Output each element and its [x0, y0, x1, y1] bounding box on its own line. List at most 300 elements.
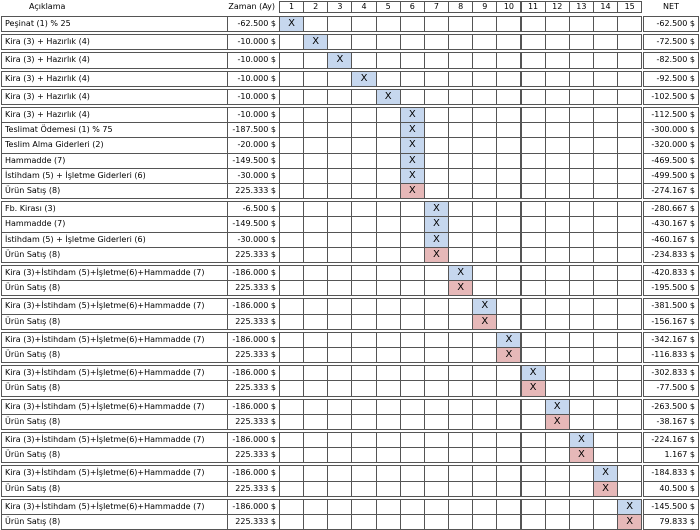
month-cell [593, 71, 618, 87]
month-cell [400, 314, 425, 330]
month-cell [376, 298, 401, 314]
month-cell [279, 265, 304, 281]
month-cell [351, 34, 376, 50]
month-cell [545, 298, 570, 314]
month-cell [303, 89, 328, 105]
month-cell [351, 16, 376, 32]
month-cell [521, 71, 546, 87]
month-cell [351, 168, 376, 184]
row-description: Ürün Satış (8) [1, 380, 228, 396]
month-cell [400, 298, 425, 314]
header-month-9: 9 [472, 1, 497, 13]
month-cell [303, 399, 328, 415]
row-amount: 225.333 $ [227, 414, 280, 430]
month-cell [448, 314, 473, 330]
month-cell [593, 34, 618, 50]
month-cell [351, 122, 376, 138]
month-cell [327, 107, 352, 123]
month-cell [569, 52, 594, 68]
month-cell [569, 314, 594, 330]
month-cell [279, 447, 304, 463]
month-cell [472, 71, 497, 87]
month-cell [545, 265, 570, 281]
month-cell [545, 52, 570, 68]
month-cell [496, 447, 521, 463]
month-cell [448, 107, 473, 123]
month-cell [303, 137, 328, 153]
month-cell [303, 499, 328, 515]
month-cell [279, 465, 304, 481]
month-cell [593, 168, 618, 184]
row-amount: -10.000 $ [227, 34, 280, 50]
month-cell [496, 314, 521, 330]
month-cell [400, 414, 425, 430]
month-cell [569, 201, 594, 217]
month-cell [424, 34, 449, 50]
month-cell [279, 298, 304, 314]
month-cell [376, 514, 401, 530]
month-cell [351, 216, 376, 232]
month-cell [521, 183, 546, 199]
month-cell [496, 52, 521, 68]
month-cell [617, 314, 642, 330]
month-cell [424, 447, 449, 463]
month-cell [303, 514, 328, 530]
month-cell [569, 347, 594, 363]
month-cell [545, 280, 570, 296]
month-cell [376, 481, 401, 497]
month-cell [496, 265, 521, 281]
month-cell [521, 465, 546, 481]
month-cell [400, 247, 425, 263]
month-cell [472, 465, 497, 481]
month-cell [521, 52, 546, 68]
month-cell [303, 347, 328, 363]
month-cell [448, 137, 473, 153]
month-cell [569, 16, 594, 32]
month-cell [279, 247, 304, 263]
month-cell [617, 107, 642, 123]
month-cell [448, 201, 473, 217]
month-cell [351, 107, 376, 123]
month-cell [545, 314, 570, 330]
month-cell [424, 347, 449, 363]
month-cell [351, 465, 376, 481]
header-net: NET [643, 1, 699, 13]
month-cell [593, 365, 618, 381]
row-amount: -186.000 $ [227, 399, 280, 415]
row-net: 40.500 $ [643, 481, 699, 497]
month-cell [400, 332, 425, 348]
month-cell [521, 414, 546, 430]
row-amount: 225.333 $ [227, 447, 280, 463]
month-cell [351, 365, 376, 381]
month-cell [472, 432, 497, 448]
month-cell [472, 232, 497, 248]
month-mark: X [472, 298, 497, 314]
month-mark: X [424, 247, 449, 263]
month-cell [617, 89, 642, 105]
month-mark: X [424, 216, 449, 232]
month-cell [569, 107, 594, 123]
month-cell [545, 232, 570, 248]
month-cell [400, 16, 425, 32]
month-cell [496, 216, 521, 232]
month-cell [351, 201, 376, 217]
month-cell [521, 298, 546, 314]
month-cell [569, 380, 594, 396]
row-amount: -10.000 $ [227, 89, 280, 105]
row-net: -274.167 $ [643, 183, 699, 199]
month-cell [496, 380, 521, 396]
month-cell [279, 347, 304, 363]
month-cell [327, 432, 352, 448]
month-cell [376, 365, 401, 381]
month-mark: X [424, 232, 449, 248]
month-cell [545, 201, 570, 217]
month-cell [569, 153, 594, 169]
header-month-6: 6 [400, 1, 425, 13]
month-cell [351, 414, 376, 430]
month-cell [472, 247, 497, 263]
month-cell [617, 365, 642, 381]
month-cell [400, 399, 425, 415]
month-cell [351, 52, 376, 68]
month-mark: X [448, 265, 473, 281]
row-net: -342.167 $ [643, 332, 699, 348]
month-cell [400, 481, 425, 497]
month-cell [521, 232, 546, 248]
month-cell [545, 514, 570, 530]
month-cell [327, 247, 352, 263]
month-cell [327, 481, 352, 497]
month-cell [376, 216, 401, 232]
month-cell [279, 52, 304, 68]
row-net: -224.167 $ [643, 432, 699, 448]
month-cell [376, 137, 401, 153]
month-cell [593, 247, 618, 263]
month-cell [303, 16, 328, 32]
month-cell [496, 16, 521, 32]
month-cell [521, 499, 546, 515]
month-cell [327, 153, 352, 169]
month-cell [303, 465, 328, 481]
month-cell [279, 137, 304, 153]
month-cell [545, 71, 570, 87]
month-mark: X [545, 399, 570, 415]
month-cell [448, 365, 473, 381]
month-cell [279, 34, 304, 50]
row-amount: -149.500 $ [227, 216, 280, 232]
month-cell [545, 168, 570, 184]
month-cell [617, 447, 642, 463]
row-amount: 225.333 $ [227, 247, 280, 263]
month-cell [279, 514, 304, 530]
month-cell [376, 380, 401, 396]
month-cell [569, 265, 594, 281]
row-description: Ürün Satış (8) [1, 447, 228, 463]
month-cell [593, 280, 618, 296]
month-cell [448, 380, 473, 396]
month-mark: X [496, 347, 521, 363]
month-cell [351, 432, 376, 448]
header-time: Zaman (Ay) [187, 1, 279, 13]
header-month-13: 13 [569, 1, 594, 13]
row-amount: -10.000 $ [227, 52, 280, 68]
month-cell [327, 465, 352, 481]
month-cell [496, 122, 521, 138]
month-cell [303, 168, 328, 184]
month-cell [376, 232, 401, 248]
month-cell [593, 314, 618, 330]
month-cell [327, 16, 352, 32]
month-cell [617, 216, 642, 232]
header-month-15: 15 [617, 1, 642, 13]
month-cell [448, 247, 473, 263]
month-cell [303, 122, 328, 138]
month-cell [424, 71, 449, 87]
month-cell [545, 183, 570, 199]
month-cell [448, 168, 473, 184]
month-cell [521, 201, 546, 217]
row-amount: 225.333 $ [227, 314, 280, 330]
month-cell [327, 34, 352, 50]
month-cell [472, 280, 497, 296]
month-cell [376, 499, 401, 515]
row-amount: 225.333 $ [227, 347, 280, 363]
month-cell [617, 432, 642, 448]
month-cell [424, 380, 449, 396]
month-cell [617, 265, 642, 281]
month-cell [303, 232, 328, 248]
month-cell [496, 399, 521, 415]
month-cell [569, 122, 594, 138]
month-mark: X [448, 280, 473, 296]
month-cell [376, 16, 401, 32]
row-amount: 225.333 $ [227, 481, 280, 497]
month-cell [351, 314, 376, 330]
month-cell [617, 399, 642, 415]
month-cell [279, 481, 304, 497]
month-cell [327, 137, 352, 153]
month-cell [569, 71, 594, 87]
month-cell [472, 447, 497, 463]
row-description: Kira (3)+İstihdam (5)+İşletme(6)+Hammadde (7) [1, 365, 228, 381]
month-cell [593, 16, 618, 32]
row-amount: -20.000 $ [227, 137, 280, 153]
month-cell [351, 183, 376, 199]
month-cell [279, 414, 304, 430]
month-cell [545, 347, 570, 363]
month-cell [593, 137, 618, 153]
month-cell [545, 465, 570, 481]
month-cell [496, 137, 521, 153]
month-cell [569, 481, 594, 497]
row-amount: -186.000 $ [227, 265, 280, 281]
month-cell [617, 298, 642, 314]
month-cell [376, 432, 401, 448]
month-cell [448, 52, 473, 68]
month-cell [279, 380, 304, 396]
row-net: -112.500 $ [643, 107, 699, 123]
month-cell [472, 153, 497, 169]
month-cell [496, 465, 521, 481]
month-cell [327, 183, 352, 199]
month-cell [351, 137, 376, 153]
month-cell [376, 447, 401, 463]
month-cell [279, 280, 304, 296]
row-description: Ürün Satış (8) [1, 481, 228, 497]
month-cell [400, 432, 425, 448]
month-cell [472, 137, 497, 153]
row-description: Kira (3)+İstihdam (5)+İşletme(6)+Hammadde (7) [1, 499, 228, 515]
row-net: -77.500 $ [643, 380, 699, 396]
month-cell [424, 365, 449, 381]
month-cell [472, 16, 497, 32]
row-net: -469.500 $ [643, 153, 699, 169]
row-description: Kira (3)+İstihdam (5)+İşletme(6)+Hammadde (7) [1, 432, 228, 448]
month-cell [279, 399, 304, 415]
month-cell [327, 347, 352, 363]
month-cell [327, 298, 352, 314]
month-cell [279, 216, 304, 232]
month-mark: X [376, 89, 401, 105]
month-cell [376, 414, 401, 430]
month-cell [569, 89, 594, 105]
month-cell [521, 265, 546, 281]
month-cell [545, 247, 570, 263]
month-cell [593, 122, 618, 138]
row-description: Ürün Satış (8) [1, 247, 228, 263]
month-cell [303, 414, 328, 430]
month-cell [424, 314, 449, 330]
row-amount: -186.000 $ [227, 432, 280, 448]
month-cell [279, 168, 304, 184]
month-cell [279, 107, 304, 123]
month-cell [593, 499, 618, 515]
month-cell [448, 414, 473, 430]
row-description: Ürün Satış (8) [1, 183, 228, 199]
month-cell [400, 280, 425, 296]
month-cell [327, 122, 352, 138]
month-cell [617, 414, 642, 430]
month-cell [617, 280, 642, 296]
month-cell [472, 122, 497, 138]
month-cell [545, 380, 570, 396]
row-amount: -10.000 $ [227, 71, 280, 87]
month-cell [521, 280, 546, 296]
row-description: İstihdam (5) + İşletme Giderleri (6) [1, 232, 228, 248]
month-cell [327, 89, 352, 105]
month-cell [569, 499, 594, 515]
month-mark: X [521, 365, 546, 381]
month-cell [424, 52, 449, 68]
row-amount: -30.000 $ [227, 232, 280, 248]
month-cell [327, 280, 352, 296]
month-cell [376, 347, 401, 363]
month-cell [472, 34, 497, 50]
month-cell [569, 465, 594, 481]
header-month-14: 14 [593, 1, 618, 13]
row-description: Peşinat (1) % 25 [1, 16, 228, 32]
row-net: -499.500 $ [643, 168, 699, 184]
month-cell [327, 71, 352, 87]
row-net: -302.833 $ [643, 365, 699, 381]
month-cell [376, 168, 401, 184]
row-description: Kira (3) + Hazırlık (4) [1, 89, 228, 105]
month-cell [400, 380, 425, 396]
month-cell [593, 380, 618, 396]
month-cell [303, 247, 328, 263]
month-mark: X [569, 447, 594, 463]
month-cell [424, 16, 449, 32]
month-cell [569, 365, 594, 381]
month-cell [400, 216, 425, 232]
month-cell [593, 183, 618, 199]
month-cell [521, 347, 546, 363]
header-month-5: 5 [376, 1, 401, 13]
month-cell [496, 298, 521, 314]
month-cell [593, 298, 618, 314]
month-cell [569, 183, 594, 199]
row-amount: -186.000 $ [227, 298, 280, 314]
month-mark: X [617, 514, 642, 530]
month-cell [351, 247, 376, 263]
month-cell [327, 447, 352, 463]
header-month-11: 11 [521, 1, 546, 13]
month-cell [593, 201, 618, 217]
month-cell [472, 216, 497, 232]
month-cell [521, 122, 546, 138]
row-amount: -187.500 $ [227, 122, 280, 138]
month-cell [569, 34, 594, 50]
month-cell [472, 183, 497, 199]
month-mark: X [400, 153, 425, 169]
month-cell [303, 201, 328, 217]
month-cell [617, 380, 642, 396]
row-net: -381.500 $ [643, 298, 699, 314]
header-month-7: 7 [424, 1, 449, 13]
month-cell [521, 216, 546, 232]
month-cell [472, 399, 497, 415]
month-cell [617, 465, 642, 481]
month-cell [472, 265, 497, 281]
row-description: Kira (3)+İstihdam (5)+İşletme(6)+Hammadde (7) [1, 265, 228, 281]
month-mark: X [593, 465, 618, 481]
month-cell [617, 153, 642, 169]
month-cell [617, 332, 642, 348]
month-cell [351, 499, 376, 515]
month-cell [376, 153, 401, 169]
row-description: Kira (3) + Hazırlık (4) [1, 71, 228, 87]
month-cell [593, 414, 618, 430]
row-net: -156.167 $ [643, 314, 699, 330]
month-cell [303, 432, 328, 448]
row-amount: -186.000 $ [227, 499, 280, 515]
month-cell [521, 89, 546, 105]
month-mark: X [400, 122, 425, 138]
month-cell [545, 216, 570, 232]
month-cell [424, 332, 449, 348]
row-description: Ürün Satış (8) [1, 314, 228, 330]
header-month-10: 10 [496, 1, 521, 13]
month-mark: X [569, 432, 594, 448]
month-cell [376, 201, 401, 217]
row-net: -116.833 $ [643, 347, 699, 363]
month-cell [496, 514, 521, 530]
month-cell [593, 432, 618, 448]
month-cell [593, 107, 618, 123]
